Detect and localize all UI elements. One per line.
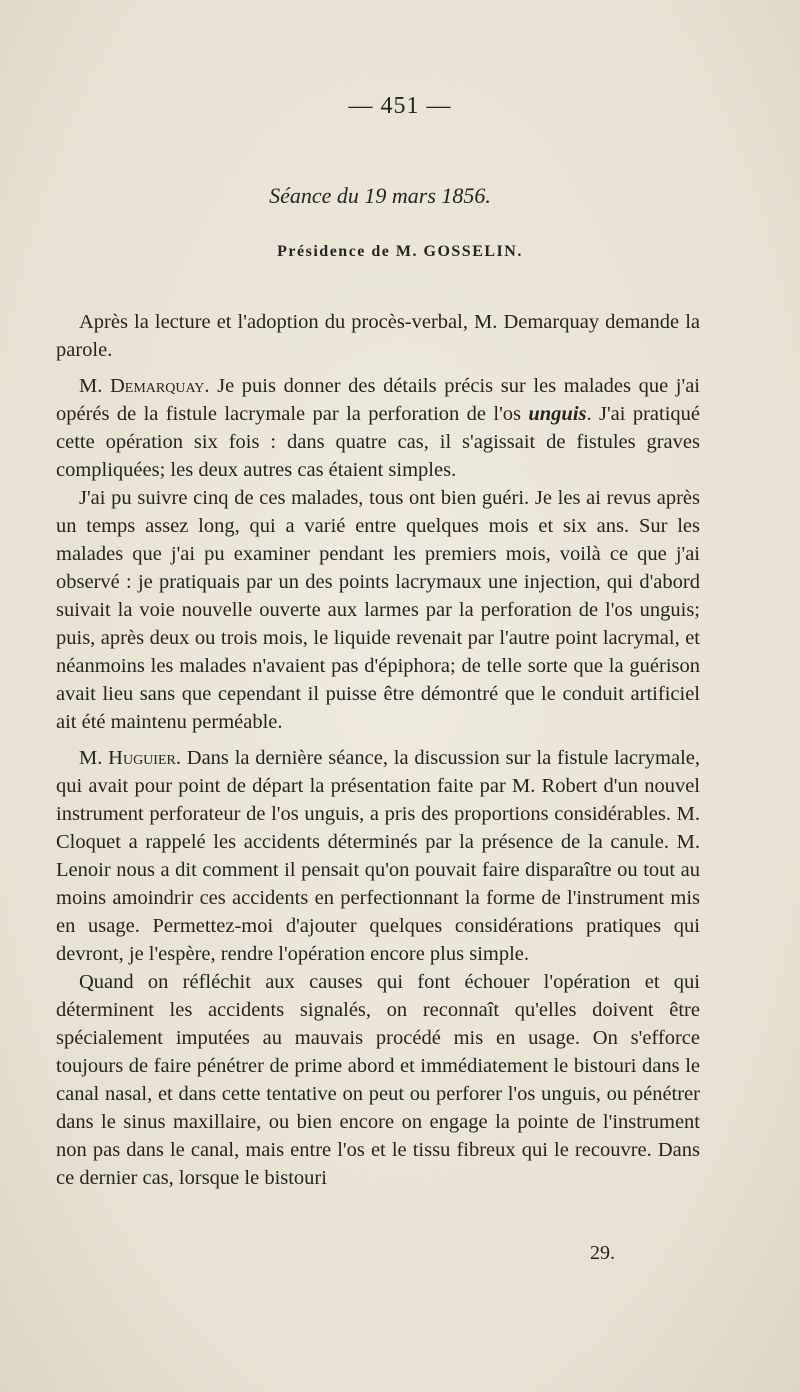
session-title: Séance du 19 mars 1856. — [269, 183, 491, 208]
paragraph-huguier — [56, 744, 700, 968]
paragraph-opening — [56, 308, 700, 364]
paragraph-text: Dans la dernière séance, la discussion sur la fistule lacrymale, qui avait pour point de départ la présentation faite par M. Robert d'un nouvel instrument perforateur de l'os unguis, a pris des proportions considérables. M. Cloquet a rappelé les accidents déterminés par la présence de la canule. M. Lenoir nous a dit comment il pensait qu'on pouvait faire disparaître ou tout au moins amoindrir ces accidents en perfectionnant la forme de l'instrument mis en usage. Permettez-moi d'ajouter quelques considérations pratiques qui devront, je l'espère, rendre l'opération encore plus simple. — [56, 747, 700, 965]
paragraph-demarquay — [56, 372, 700, 484]
paragraph-text: J'ai pu suivre cinq de ces malades, tous ont bien guéri. Je les ai revus après un temps assez long, qui a varié entre quelques mois et six ans. Sur les malades que j'ai pu examiner pendant les premiers mois, voilà ce que j'ai observé : je pratiquais par un des points lacrymaux une injection, qui d'abord suivait la voie nouvelle ouverte aux larmes par la perforation de l'os unguis; puis, après deux ou trois mois, le liquide revenait par l'autre point lacrymal, et néanmoins les malades n'avaient pas d'épiphora; de telle sorte que la guérison avait lieu sans que cependant il puisse être démontré que le conduit artificiel ait été maintenu perméable. — [56, 487, 700, 733]
speaker-name: M. Demarquay. — [79, 375, 210, 397]
presidency-line: Présidence de M. GOSSELIN. — [277, 243, 523, 260]
paragraph-huguier-followup — [56, 968, 700, 1192]
emphasized-term: unguis — [528, 403, 587, 425]
paragraph-text: Après la lecture et l'adoption du procès-verbal, M. Demarquay demande la parole. — [56, 311, 700, 361]
paragraph-text-continued: . J'ai pratiqué cette opération six fois : dans quatre cas, il s'agissait de fistules graves compliquées; les deux autres cas étaient simples. — [56, 403, 700, 481]
page-number: — 451 — — [348, 93, 452, 119]
body-text — [56, 308, 700, 1192]
speaker-name: M. Huguier. — [79, 747, 181, 769]
signature-mark: 29. — [590, 1242, 615, 1264]
paragraph-text: Je puis donner des détails précis sur les malades que j'ai opérés de la fistule lacrymale par la perforation de l'os — [56, 375, 700, 425]
paragraph-demarquay-followup — [56, 484, 700, 736]
paragraph-text: Quand on réfléchit aux causes qui font échouer l'opération et qui déterminent les accidents signalés, on reconnaît qu'elles doivent être spécialement imputées au mauvais procédé mis en usage. On s'efforce toujours de faire pénétrer de prime abord et immédiatement le bistouri dans le canal nasal, et dans cette tentative on peut ou perforer l'os unguis, ou pénétrer dans le sinus maxillaire, ou bien encore on engage la pointe de l'instrument non pas dans le canal, mais entre l'os et le tissu fibreux qui le recouvre. Dans ce dernier cas, lorsque le bistouri — [56, 971, 700, 1189]
